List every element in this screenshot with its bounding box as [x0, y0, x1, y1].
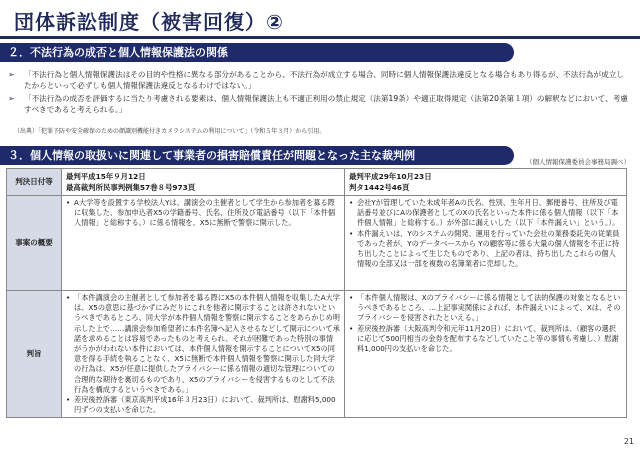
table-row [7, 291, 627, 418]
title-underline [0, 36, 640, 39]
case1-header [62, 169, 345, 196]
case2-gist [345, 291, 627, 418]
section2-heading: ３．個人情報の取扱いに関連して事業者の損害賠償責任が問題となった主な裁判例 [0, 146, 514, 165]
case1-date: 最判平成15年９月12日 [66, 172, 146, 181]
case1-summary [62, 196, 345, 291]
list-item: • 会社Yが管理していた未成年者Aの氏名、性別、生年月日、郵便番号、住所及び電話番号並びにAの保護者としてのXの氏名といった本件に係る個人情報（以下「本件個人情報」と総称する。）が外部に漏えいした（以下「本件漏えい」という。）。 [349, 198, 620, 228]
case-table [6, 168, 627, 418]
case2-summary [345, 196, 627, 291]
case1-gist [62, 291, 345, 418]
table-row [7, 169, 627, 196]
table-row [7, 196, 627, 291]
research-note: （個人情報保護委員会事務局調べ） [526, 158, 630, 166]
arrow-bullet-icon: ➢ [8, 70, 15, 79]
list-item: • 差戻後控訴審（東京高判平成16年３月23日）において、裁判所は、慰謝料5,000円ずつの支払いを命じた。 [66, 395, 336, 415]
bullet-text: 「不法行為と個人情報保護法はその目的や性格に異なる部分があることから、不法行為が成立する場合、同時に個人情報保護法違反となる場合もあり得るが、不法行為が成立したからといって必ずしも個人情報保護法違反となるわけではない。」 [24, 70, 624, 90]
case2-citation: 判タ1442号46頁 [349, 183, 410, 192]
row-label-date: 判決日付等 [7, 169, 62, 196]
list-item: • 「本件講演会の主催者として参加者を募る際にX5の本件個人情報を収集したA大学は、X5の意思に基づかずにみだりにこれを他者に開示することは許されないというべきであるところ、同大学が本件個人情報を警察に開示することをあらかじめ明示した上で……講演会参加希望者に本件名簿へ記入させるなどして開示について承諾を求めることは容易であったものと考えられ、それが困難であった特別の事情がうかがわれない本件においては、本件個人情報を開示することについてX5の同意を得る手続を執ることなく、X5に無断で本件個人情報を警察に開示した同大学の行為は、X5が任意に提供したプライバシーに係る情報の適切な管理についての合理的な期待を裏切るものであり、X5のプライバシーを侵害するものとして不法行為を構成するというべきである。」 [66, 293, 340, 394]
page-title: 団体訴訟制度（被害回復）② [14, 10, 284, 34]
list-item: • A大学等を設置する学校法人Yは、講演会の主催者として学生から参加者を募る際に収集した、参加申込者X5の学籍番号、氏名、住所及び電話番号（以下「本件個人情報」と総称する。）に係る情報を、X5に無断で警察に開示した。 [66, 198, 336, 228]
bullet-item [8, 93, 628, 115]
bullet-item [8, 69, 628, 91]
row-label-summary: 事案の概要 [7, 196, 62, 291]
section1-heading: ２．不法行為の成否と個人情報保護法の関係 [0, 43, 514, 62]
list-item: • 差戻後控訴審（大阪高判令和元年11月20日）において、裁判所は、（顧客の選択に応じて500円相当の金券を配布するなどしていたこと等の事情も考慮し、）慰謝料1,000円の支払いを命じた。 [349, 323, 619, 354]
arrow-bullet-icon: ➢ [8, 94, 15, 103]
case1-citation: 最高裁判所民事判例集57巻８号973頁 [66, 183, 196, 192]
case2-date: 最判平成29年10月23日 [349, 172, 432, 181]
row-label-gist: 判旨 [7, 291, 62, 418]
bullet-text: 「不法行為の成否を評価するに当たり考慮される要素は、個人情報保護法上も不適正利用の禁止規定（法第19条）や適正取得規定（法第20条第１項）の解釈などにおいて、考慮すべきであると考えられる。」 [24, 94, 628, 114]
case2-header [345, 169, 627, 196]
page-number: 21 [623, 437, 634, 446]
section1-bullets [8, 69, 628, 117]
source-citation: （出典）「犯罪予防や安全確保のための顔識別機能付きカメラシステムの利用について」（令和５年３月）から引用。 [14, 128, 326, 135]
list-item: • 本件漏えいは、Yのシステムの開発、運用を行っていた会社の業務委託先の従業員であった者が、Yのデータベースから Yの顧客等に係る大量の個人情報を不正に持ち出したことによって生じたものであり、上記の者は、持ち出したこれらの個人情報の全部又は一部を複数の名簿業者に売却した。 [349, 228, 620, 269]
list-item: • 「本件個人情報は、Xのプライバシーに係る情報として法的保護の対象となるというべきであるところ、…上記事実関係によれば、本件漏えいによって、Xは、そのプライバシーを侵害されたといえる。」 [349, 293, 621, 323]
